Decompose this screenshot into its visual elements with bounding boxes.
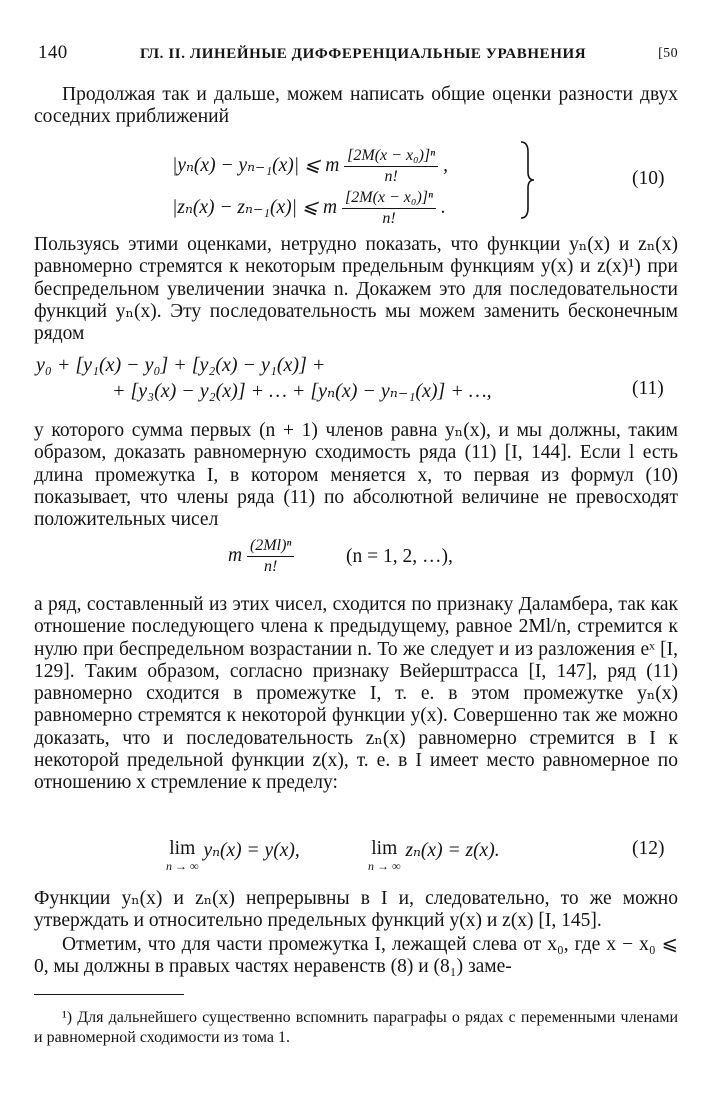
- equation-12-right: [368, 838, 500, 872]
- paragraph-4: а ряд, составленный из этих чисел, сходится по признаку Даламбера, так как отношение последующего члена к предыдущему, равное 2Ml/n, стремится к нулю при беспредельном возрастании n. То же следует и из разложения eˣ [I, 129]. Таким образом, согласно признаку Вейерштрасса [I, 147], ряд (11) равномерно сходится в промежутке I, т. е. в этом промежутке yₙ(x) равномерно стремятся к некоторой функции y(x). Совершенно так же можно доказать, что и последовательность zₙ(x) равномерно стремится в I к некоторой предельной функции z(x), т. е. в I имеет место равномерное по отношению x стремление к пределу:: [34, 594, 678, 794]
- eq10-fraction-2: [342, 188, 436, 229]
- footnote: ¹) Для дальнейшего существенно вспомнить параграфы о рядах с переменными членами и равномерной сходимости из тома 1.: [34, 1009, 678, 1046]
- eq12-lim-sub-left: n → ∞: [166, 859, 199, 873]
- eq10-fraction-1: [344, 146, 438, 187]
- eq12-left-expr: yₙ(x) = y(x),: [203, 840, 300, 861]
- equation-11-line-1: y₀ + [y₁(x) − y₀] + [y₂(x) − y₁(x)] +: [36, 354, 326, 376]
- bound-fraction: [247, 536, 294, 577]
- eq10-line1-lhs: |yₙ(x) − yₙ₋₁(x)| ⩽ m: [172, 154, 340, 176]
- eq12-lim-sub-right: n → ∞: [368, 859, 401, 873]
- eq10-line2-lhs: |zₙ(x) − zₙ₋₁(x)| ⩽ m: [172, 196, 338, 218]
- eq12-right-expr: zₙ(x) = z(x).: [405, 840, 500, 861]
- eq12-lim-text-right: lim: [371, 838, 398, 859]
- bound-numerator: (2Ml)ⁿ: [247, 536, 294, 557]
- bound-m: m: [228, 544, 243, 566]
- equation-10-line-2: [172, 188, 446, 229]
- eq10-denominator-1: n!: [384, 168, 398, 185]
- eq10-line1-end: ,: [443, 154, 448, 176]
- paragraph-6: Отметим, что для части промежутка I, лежащей слева от x₀, где x − x₀ ⩽ 0, мы должны в правых частях неравенств (8) и (8₁) заме-: [34, 934, 678, 978]
- page-number: 140: [38, 42, 68, 63]
- right-brace-icon: [519, 140, 535, 220]
- paragraph-3: у которого сумма первых (n + 1) членов равна yₙ(x), и мы должны, таким образом, доказать равномерную сходимость ряда (11) [I, 144]. Если l есть длина промежутка I, в котором меняется x, то первая из формул (10) показывает, что члены ряда (11) по абсолютной величине не превосходят положительных чисел: [34, 420, 678, 531]
- eq10-numerator-2: [2M(x − x₀)]ⁿ: [342, 188, 436, 209]
- eq12-lim-left: [166, 838, 199, 872]
- paragraph-5: Функции yₙ(x) и zₙ(x) непрерывны в I и, следовательно, то же можно утверждать и относительно предельных функций y(x) и z(x) [I, 145].: [34, 888, 678, 932]
- paragraph-1: Продолжая так и дальше, можем написать общие оценки разности двух соседних приближений: [34, 84, 678, 128]
- equation-12-left: [166, 838, 300, 872]
- chapter-title: ГЛ. II. ЛИНЕЙНЫЕ ДИФФЕРЕНЦИАЛЬНЫЕ УРАВНЕНИЯ: [140, 46, 587, 62]
- footnote-divider: [34, 994, 184, 995]
- running-header: [38, 42, 678, 70]
- paragraph-2: Пользуясь этими оценками, нетрудно показать, что функции yₙ(x) и zₙ(x) равномерно стремятся к некоторым предельным функциям y(x) и z(x)¹) при беспредельном увеличении значка n. Докажем это для последовательности функций yₙ(x). Эту последовательность мы можем заменить бесконечным рядом: [34, 234, 678, 345]
- bound-expression: [228, 536, 294, 577]
- eq10-denominator-2: n!: [382, 210, 396, 227]
- eq12-lim-right: [368, 838, 401, 872]
- eq10-numerator-1: [2M(x − x₀)]ⁿ: [344, 146, 438, 167]
- equation-10-label: (10): [632, 168, 665, 189]
- equation-10-line-1: [172, 146, 448, 187]
- equation-11-label: (11): [632, 378, 664, 399]
- bound-denominator: n!: [264, 558, 278, 575]
- eq12-lim-text-left: lim: [169, 838, 196, 859]
- equation-12-label: (12): [632, 838, 665, 859]
- section-number: [50: [658, 46, 678, 61]
- eq10-line2-end: .: [440, 196, 446, 218]
- bound-condition: (n = 1, 2, …),: [346, 546, 453, 567]
- equation-11-line-2: + [y₃(x) − y₂(x)] + … + [yₙ(x) − yₙ₋₁(x)] + …,: [112, 380, 492, 402]
